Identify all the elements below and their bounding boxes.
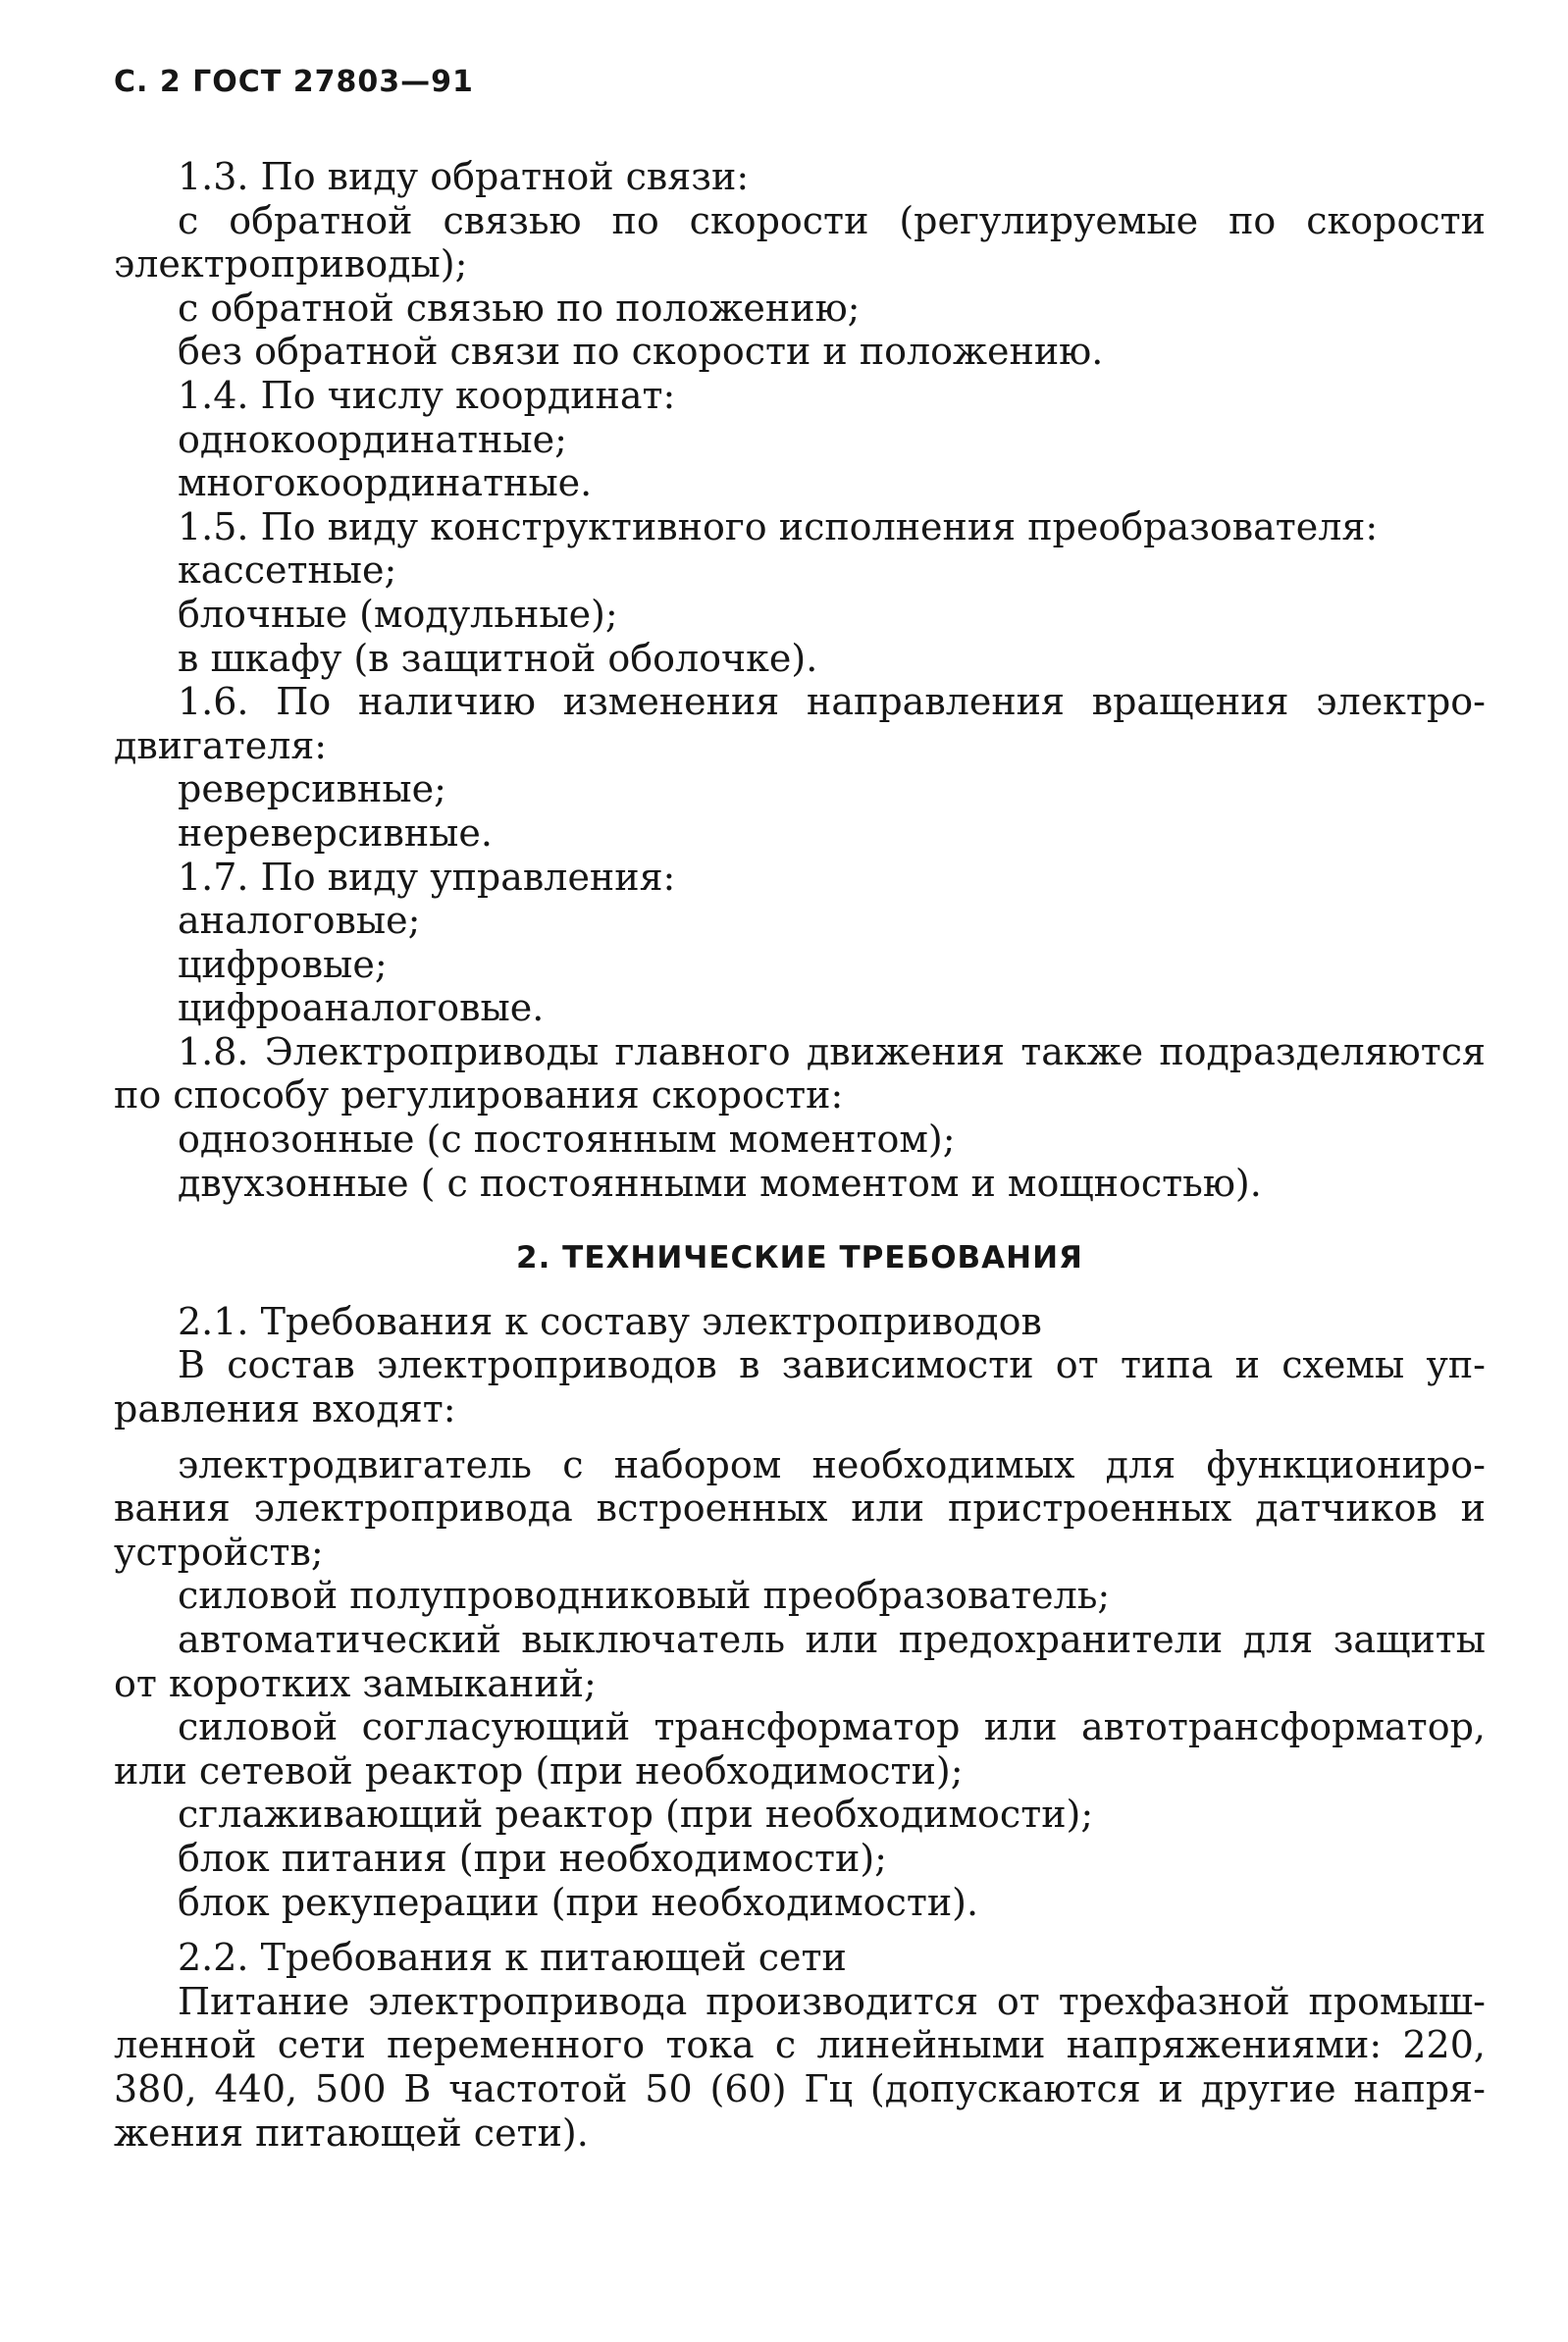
list-item: с обратной связью по положению; [178, 286, 861, 330]
clause-heading: 1.6. По наличию изменения направления вращения электро- [178, 680, 1486, 724]
list-item-continuation: или сетевой реактор (при необходимости); [114, 1748, 964, 1793]
list-item: аналоговые; [178, 899, 421, 943]
list-item: силовой полупроводниковый преобразователь; [178, 1574, 1111, 1618]
list-item: двухзонные ( с постоянными моментом и мощностью). [178, 1161, 1262, 1205]
clause-heading: 2.2. Требования к питающей сети [178, 1936, 847, 1980]
clause-heading-continuation: двигателя: [114, 723, 328, 767]
paragraph-line: 380, 440, 500 В частотой 50 (60) Гц (допускаются и другие напря- [114, 2066, 1486, 2110]
list-item: реверсивные; [178, 767, 446, 811]
clause-heading: 1.5. По виду конструктивного исполнения преобразователя: [178, 504, 1379, 548]
list-item: цифроаналоговые. [178, 986, 545, 1030]
clause-heading: 1.8. Электроприводы главного движения также подразделяются [178, 1029, 1486, 1073]
list-item: электродвигатель с набором необходимых для функциониро- [178, 1442, 1486, 1486]
list-item: нереверсивные. [178, 810, 493, 855]
clause-heading: 1.4. По числу координат: [178, 373, 676, 417]
list-item-continuation: вания электропривода встроенных или пристроенных датчиков и [114, 1486, 1486, 1531]
list-item: блок рекуперации (при необходимости). [178, 1880, 979, 1924]
list-item: силовой согласующий трансформатор или автотрансформатор, [178, 1705, 1486, 1749]
paragraph-line: ленной сети переменного тока с линейными напряжениями: 220, [114, 2023, 1486, 2067]
paragraph-line: равления входят: [114, 1387, 456, 1431]
clause-heading: 2.1. Требования к составу электроприводов [178, 1299, 1042, 1343]
list-item-continuation: от коротких замыканий; [114, 1661, 597, 1705]
list-item: в шкафу (в защитной оболочке). [178, 636, 818, 680]
section-title: 2. ТЕХНИЧЕСКИЕ ТРЕБОВАНИЯ [516, 1240, 1083, 1276]
list-item: с обратной связью по скорости (регулируемые по скорости [178, 198, 1486, 242]
paragraph-line: Питание электропривода производится от трехфазной промыш- [178, 1979, 1486, 2023]
list-item: многокоординатные. [178, 461, 593, 505]
list-item: блок питания (при необходимости); [178, 1836, 887, 1880]
clause-heading-continuation: по способу регулирования скорости: [114, 1073, 844, 1118]
clause-heading: 1.7. По виду управления: [178, 855, 676, 899]
paragraph-line: В состав электроприводов в зависимости от типа и схемы уп- [178, 1343, 1486, 1387]
paragraph-line: жения питающей сети). [114, 2110, 589, 2155]
list-item: блочные (модульные); [178, 592, 618, 636]
list-item: однокоординатные; [178, 417, 567, 461]
list-item-continuation: электроприводы); [114, 242, 468, 286]
document-body [114, 155, 1486, 2155]
list-item: без обратной связи по скорости и положению. [178, 330, 1104, 374]
list-item: автоматический выключатель или предохранители для защиты [178, 1618, 1486, 1661]
list-item-continuation: устройств; [114, 1530, 324, 1574]
list-item: цифровые; [178, 942, 388, 986]
list-item: кассетные; [178, 548, 397, 593]
clause-heading: 1.3. По виду обратной связи: [178, 155, 750, 198]
page-header: С. 2 ГОСТ 27803—91 [114, 65, 474, 99]
list-item: однозонные (с постоянным моментом); [178, 1118, 956, 1162]
list-item: сглаживающий реактор (при необходимости); [178, 1793, 1094, 1837]
